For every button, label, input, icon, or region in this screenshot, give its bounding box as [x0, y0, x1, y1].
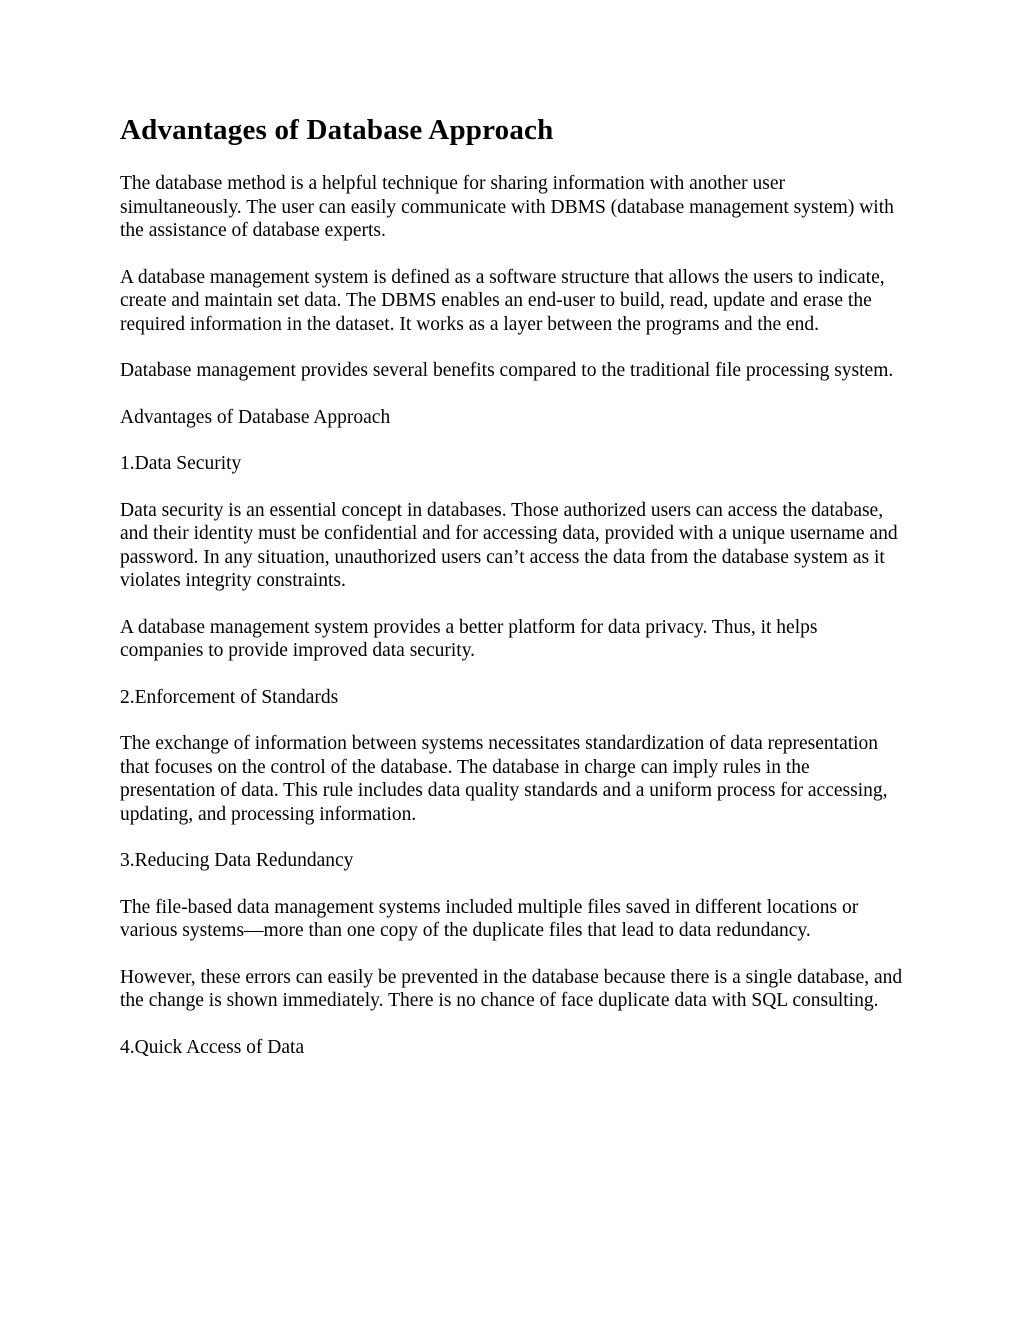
paragraph-error-prevention: However, these errors can easily be prevented in the database because there is a single database, and the change is shown immediately. There is no chance of face duplicate data with SQL consulting. [120, 966, 903, 1011]
page-title: Advantages of Database Approach [120, 114, 554, 146]
paragraph-benefits-intro: Database management provides several benefits compared to the traditional file processing system. [120, 360, 894, 381]
paragraph-file-based-systems: The file-based data management systems included multiple files saved in different locations or various systems—more than one copy of the duplicate files that lead to data redundancy. [120, 896, 859, 941]
subheading-reducing-redundancy: 3.Reducing Data Redundancy [120, 850, 354, 871]
subheading-quick-access: 4.Quick Access of Data [120, 1036, 305, 1058]
subheading-data-security: 1.Data Security [120, 453, 242, 474]
subheading-enforcement-standards: 2.Enforcement of Standards [120, 686, 339, 708]
subheading-advantages: Advantages of Database Approach [120, 406, 391, 428]
paragraph-data-privacy: A database management system provides a better platform for data privacy. Thus, it helps companies to provide improved data security. [120, 616, 818, 661]
paragraph-data-security: Data security is an essential concept in databases. Those authorized users can access the database, and their identity must be confidential and for accessing data, provided with a unique username and password. In any situation, unauthorized users can’t access the data from the database system as it violates integrity constraints. [120, 499, 898, 591]
paragraph-intro: The database method is a helpful technique for sharing information with another user simultaneously. The user can easily communicate with DBMS (database management system) with the assistance of database experts. [120, 173, 894, 241]
paragraph-dbms-definition: A database management system is defined as a software structure that allows the users to indicate, create and maintain set data. The DBMS enables an end-user to build, read, update and erase the required information in the dataset. It works as a layer between the programs and the end. [120, 266, 885, 335]
paragraph-standardization: The exchange of information between systems necessitates standardization of data representation that focuses on the control of the database. The database in charge can imply rules in the presentation of data. This rule includes data quality standards and a uniform process for accessing, updating, and processing information. [120, 733, 888, 825]
